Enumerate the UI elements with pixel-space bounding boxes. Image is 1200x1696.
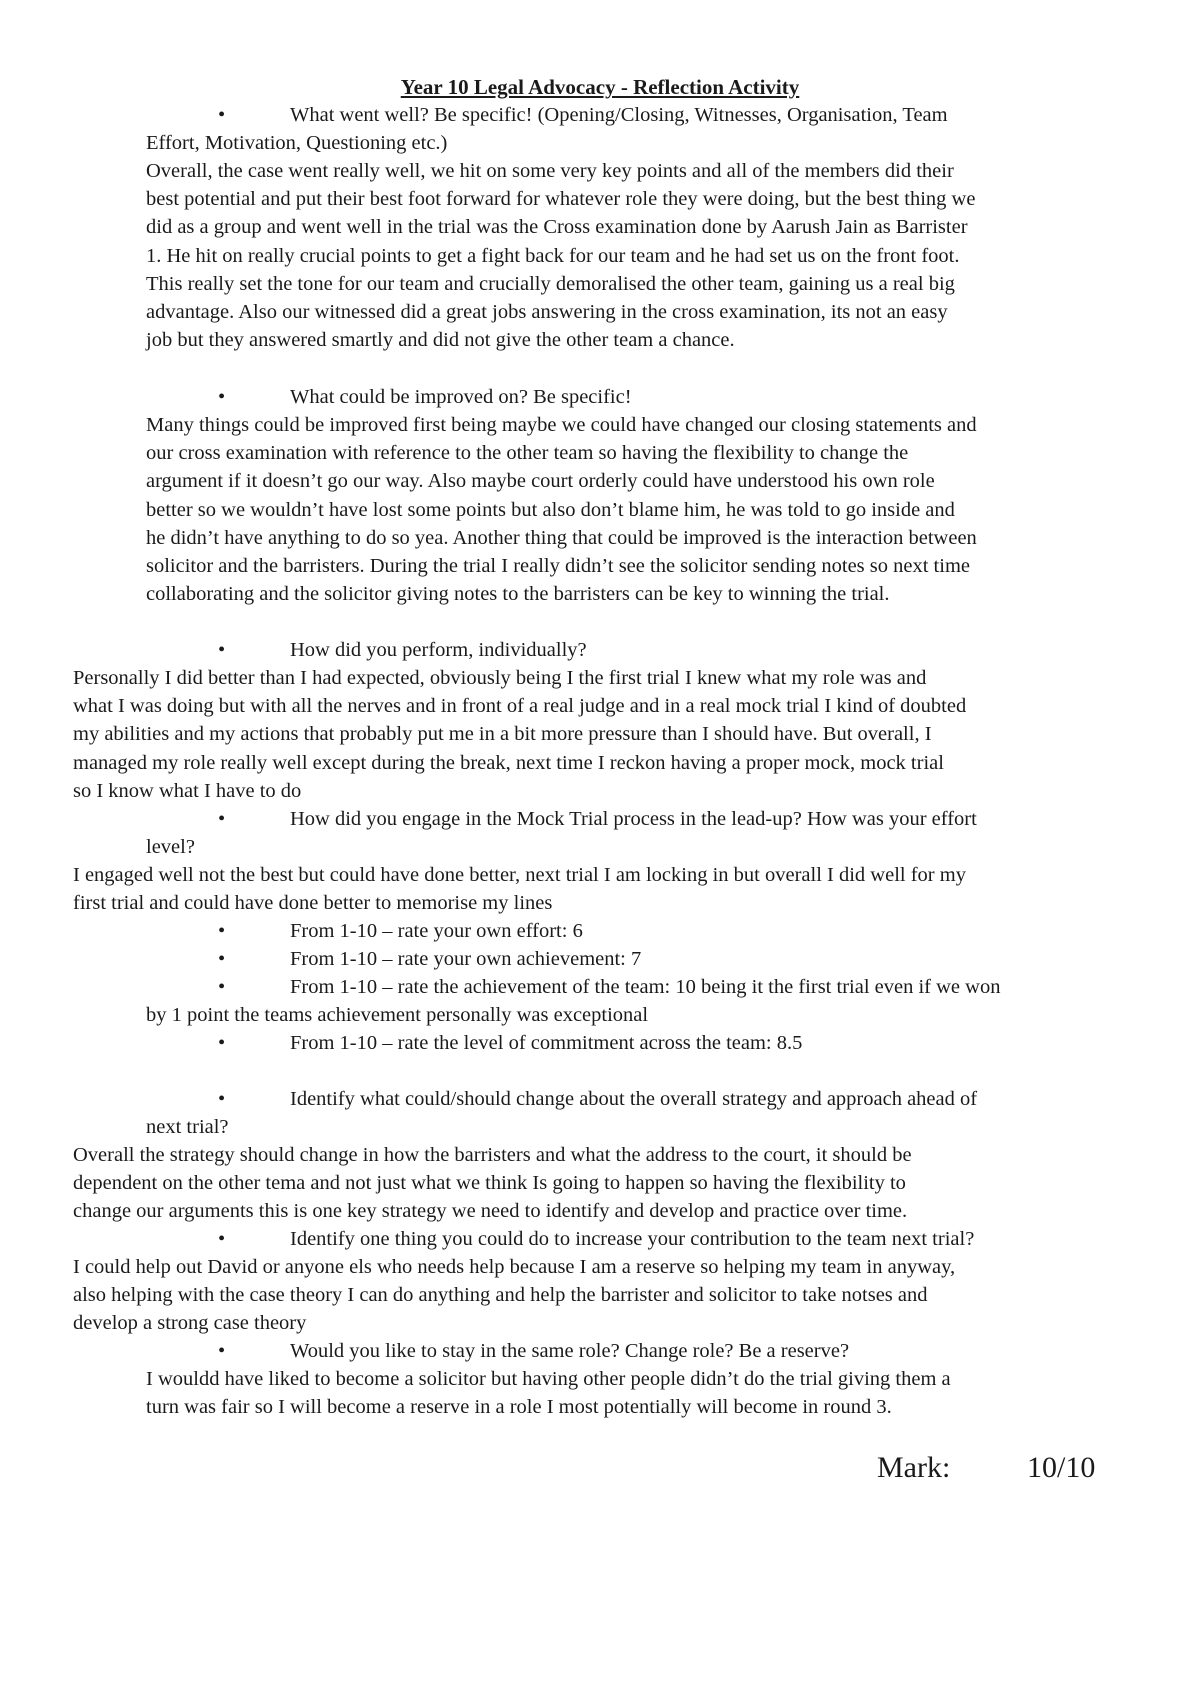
answer-increase-contribution	[73, 1253, 955, 1338]
question-text: How did you perform, individually?	[290, 639, 587, 661]
answer-individual-performance	[73, 664, 966, 805]
bullet-icon: •	[218, 948, 226, 970]
answer-line: advantage. Also our witnessed did a great jobs answering in the cross examination, its not an easy	[146, 301, 948, 324]
bullet-icon: •	[218, 639, 226, 661]
bullet-icon: •	[218, 920, 226, 942]
bullet-icon: •	[218, 1032, 226, 1054]
answer-line: argument if it doesn’t go our way. Also maybe court orderly could have understood his own role	[146, 470, 935, 493]
rating-text: From 1-10 – rate the level of commitment across the team: 8.5	[290, 1032, 803, 1054]
bullet-icon: •	[218, 1088, 226, 1110]
question-text: How did you engage in the Mock Trial process in the lead-up? How was your effort	[290, 808, 977, 830]
rating-text: From 1-10 – rate your own achievement: 7	[290, 948, 642, 970]
answer-line: I could help out David or anyone els who needs help because I am a reserve so helping my team in anyway,	[73, 1256, 956, 1278]
answer-line: develop a strong case theory	[73, 1312, 307, 1335]
answer-what-went-well	[146, 157, 975, 354]
question-text: What went well? Be specific! (Opening/Closing, Witnesses, Organisation, Team	[290, 104, 948, 126]
bullet-icon: •	[218, 1228, 226, 1250]
answer-line: 1. He hit on really crucial points to get a fight back for our team and he had set us on the front foot.	[146, 244, 960, 267]
answer-line: collaborating and the solicitor giving notes to the barristers can be key to winning the trial.	[146, 583, 890, 606]
answer-line: change our arguments this is one key strategy we need to identify and develop and practice over time.	[73, 1200, 908, 1223]
answer-line: so I know what I have to do	[73, 779, 302, 802]
question-text: What could be improved on? Be specific!	[290, 386, 632, 408]
answer-line: what I was doing but with all the nerves and in front of a real judge and in a real mock trial I kind of doubted	[73, 695, 967, 718]
answer-line: our cross examination with reference to the other team so having the flexibility to change the	[146, 442, 909, 465]
answer-what-could-be-improved	[146, 411, 977, 608]
answer-line: I wouldd have liked to become a solicitor but having other people didn’t do the trial giving them a	[146, 1368, 951, 1390]
answer-line: first trial and could have done better to memorise my lines	[73, 892, 553, 915]
bullet-icon: •	[218, 104, 226, 126]
answer-line: Overall the strategy should change in how the barristers and what the address to the court, it should be	[73, 1144, 912, 1166]
answer-strategy-change	[73, 1141, 912, 1226]
answer-line: dependent on the other tema and not just what we think Is going to happen so having the flexibility to	[73, 1172, 906, 1195]
answer-line: This really set the tone for our team and crucially demoralised the other team, gaining us a real big	[146, 272, 955, 295]
answer-line: solicitor and the barristers. During the trial I really didn’t see the solicitor sending notes so next time	[146, 555, 970, 578]
answer-line: Personally I did better than I had expected, obviously being I the first trial I knew what my role was and	[73, 667, 927, 689]
answer-line: did as a group and went well in the trial was the Cross examination done by Aarush Jain as Barrister	[146, 216, 968, 239]
answer-role-preference	[146, 1365, 951, 1421]
rating-text: From 1-10 – rate your own effort: 6	[290, 920, 583, 942]
answer-line: my abilities and my actions that probably put me in a bit more pressure than I should have. But overall, I	[73, 723, 932, 746]
answer-line: managed my role really well except during the break, next time I reckon having a proper mock, mock trial	[73, 751, 944, 774]
mark-score	[877, 1450, 1096, 1486]
bullet-icon: •	[218, 386, 226, 408]
mark-value: 10/10	[1027, 1451, 1096, 1484]
answer-line: Overall, the case went really well, we hit on some very key points and all of the members did their	[146, 160, 954, 182]
question-text-continued: Effort, Motivation, Questioning etc.)	[146, 132, 448, 155]
answer-line: turn was fair so I will become a reserve in a role I most potentially will become in round 3.	[146, 1396, 892, 1419]
question-text: Would you like to stay in the same role? Change role? Be a reserve?	[290, 1340, 850, 1362]
answer-line: job but they answered smartly and did not give the other team a chance.	[146, 329, 735, 352]
answer-line: I engaged well not the best but could have done better, next trial I am locking in but overall I did well for my	[73, 864, 966, 886]
answer-engagement	[73, 861, 966, 917]
answer-line: best potential and put their best foot forward for whatever role they were doing, but the best thing we	[146, 188, 976, 211]
answer-line: he didn’t have anything to do so yea. Another thing that could be improved is the interaction between	[146, 526, 977, 549]
bullet-icon: •	[218, 976, 226, 998]
question-text-continued: next trial?	[146, 1116, 229, 1139]
question-text: Identify what could/should change about the overall strategy and approach ahead of	[290, 1088, 978, 1110]
answer-line: better so we wouldn’t have lost some points but also don’t blame him, he was told to go inside and	[146, 498, 955, 521]
mark-label: Mark:	[877, 1451, 951, 1484]
rating-text-continued: by 1 point the teams achievement personally was exceptional	[146, 1004, 649, 1027]
rating-text: From 1-10 – rate the achievement of the team: 10 being it the first trial even if we won	[290, 976, 1001, 998]
bullet-icon: •	[218, 1340, 226, 1362]
answer-line: Many things could be improved first being maybe we could have changed our closing statements and	[146, 414, 977, 436]
question-text-continued: level?	[146, 836, 195, 859]
bullet-icon: •	[218, 808, 226, 830]
document-title: Year 10 Legal Advocacy - Reflection Activity	[400, 75, 800, 99]
answer-line: also helping with the case theory I can do anything and help the barrister and solicitor to take notses and	[73, 1284, 928, 1307]
question-text: Identify one thing you could do to increase your contribution to the team next trial?	[290, 1228, 975, 1250]
